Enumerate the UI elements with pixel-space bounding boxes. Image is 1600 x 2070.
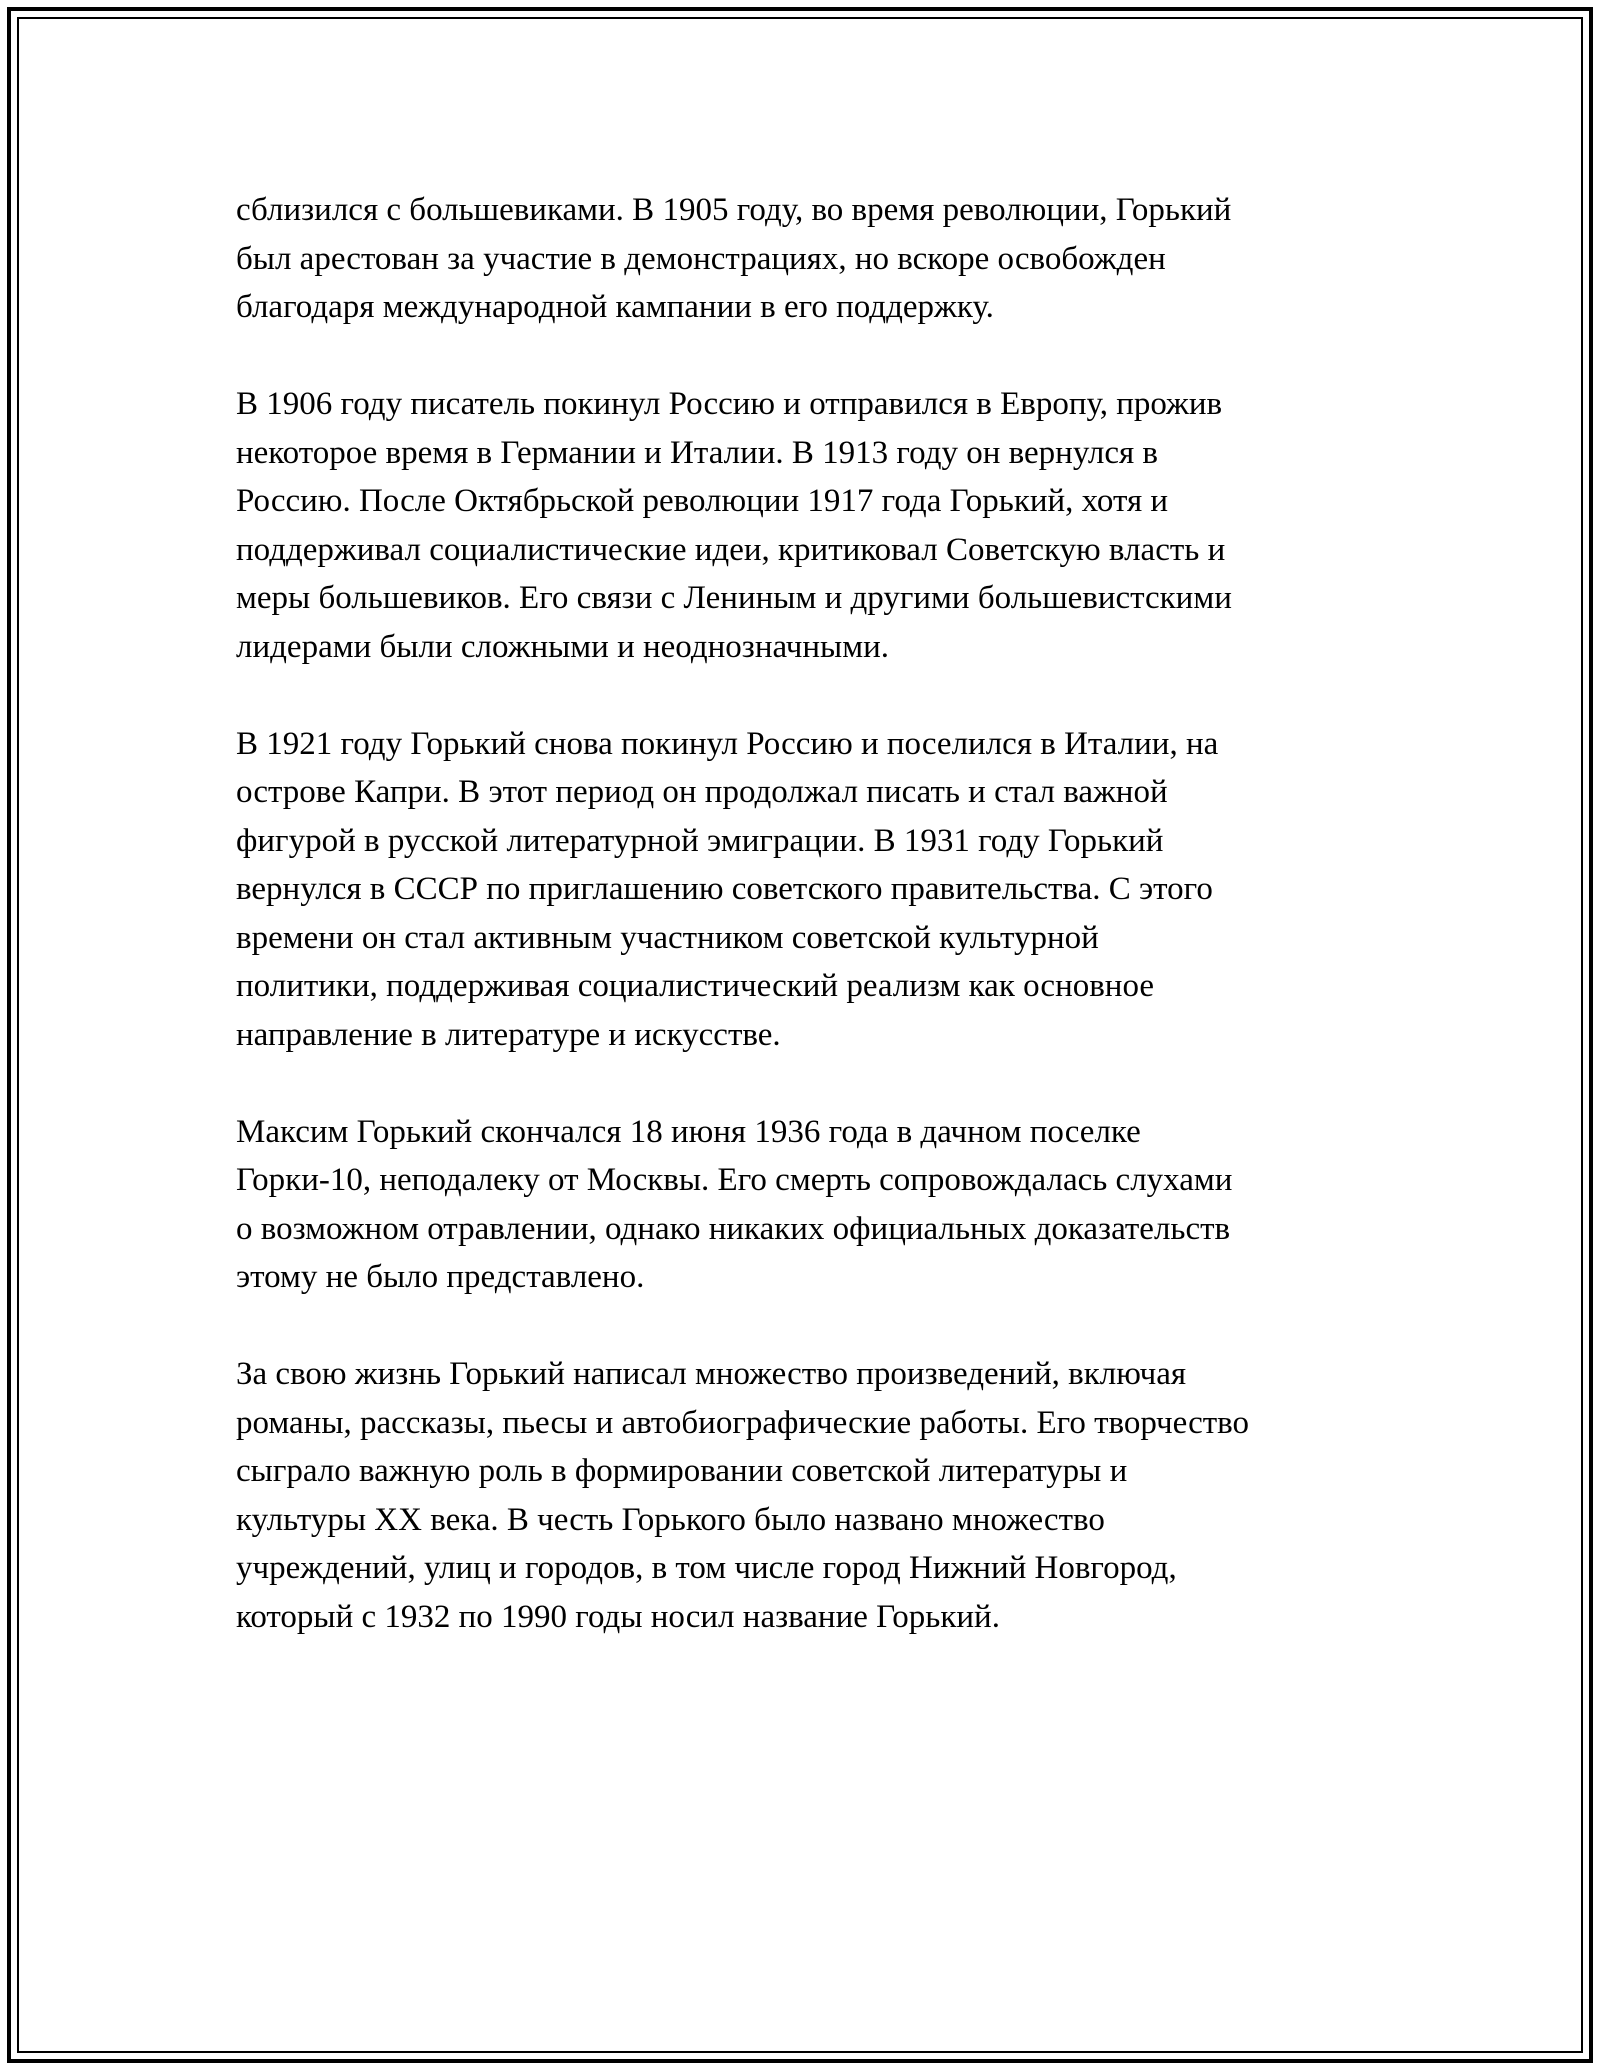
text-line: За свою жизнь Горький написал множество произведений, включая (236, 1356, 1187, 1392)
text-line: меры большевиков. Его связи с Лениным и другими большевистскими (236, 580, 1232, 616)
text-line: культуры XX века. В честь Горького было названо множество (236, 1501, 1105, 1538)
text-line: который с 1932 по 1990 годы носил название Горький. (236, 1598, 1000, 1635)
text-line: острове Капри. В этот период он продолжал писать и стал важной (236, 774, 1168, 810)
text-line: лидерами были сложными и неоднозначными. (236, 628, 890, 665)
text-line: вернулся в СССР по приглашению советского правительства. С этого (236, 871, 1213, 907)
text-line: был арестован за участие в демонстрациях, но вскоре освобожден (236, 240, 1166, 277)
text-line: времени он стал активным участником советской культурной (236, 919, 1099, 956)
text-line: некоторое время в Германии и Италии. В 1913 году он вернулся в (236, 434, 1159, 471)
paragraph-5 (236, 1350, 1376, 1641)
text-line: В 1906 году писатель покинул Россию и отправился в Европу, прожив (236, 386, 1223, 422)
text-line: поддерживал социалистические идеи, критиковал Советскую власть и (236, 531, 1226, 568)
text-line: сблизился с большевиками. В 1905 году, во время революции, Горький (236, 192, 1232, 228)
text-line: сыграло важную роль в формировании советской литературы и (236, 1453, 1128, 1489)
text-line: Максим Горький скончался 18 июня 1936 года в дачном поселке (236, 1113, 1141, 1150)
text-line: фигурой в русской литературной эмиграции. В 1931 году Горький (236, 822, 1164, 859)
text-line: романы, рассказы, пьесы и автобиографические работы. Его творчество (236, 1404, 1250, 1441)
paragraph-4 (236, 1108, 1376, 1302)
text-line: направление в литературе и искусстве. (236, 1016, 781, 1053)
text-line: Горки-10, неподалеку от Москвы. Его смерть сопровождалась слухами (236, 1162, 1233, 1198)
document-body (236, 186, 1376, 1690)
paragraph-3 (236, 720, 1376, 1060)
text-line: политики, поддерживая социалистический реализм как основное (236, 968, 1155, 1004)
text-line: благодаря международной кампании в его поддержку. (236, 289, 994, 325)
text-line: В 1921 году Горький снова покинул Россию и поселился в Италии, на (236, 725, 1219, 762)
paragraph-2 (236, 380, 1376, 671)
paragraph-1 (236, 186, 1376, 332)
text-line: Россию. После Октябрьской революции 1917 года Горький, хотя и (236, 483, 1169, 519)
text-line: учреждений, улиц и городов, в том числе город Нижний Новгород, (236, 1550, 1177, 1586)
text-line: о возможном отравлении, однако никаких официальных доказательств (236, 1210, 1231, 1247)
text-line: этому не было представлено. (236, 1259, 645, 1295)
